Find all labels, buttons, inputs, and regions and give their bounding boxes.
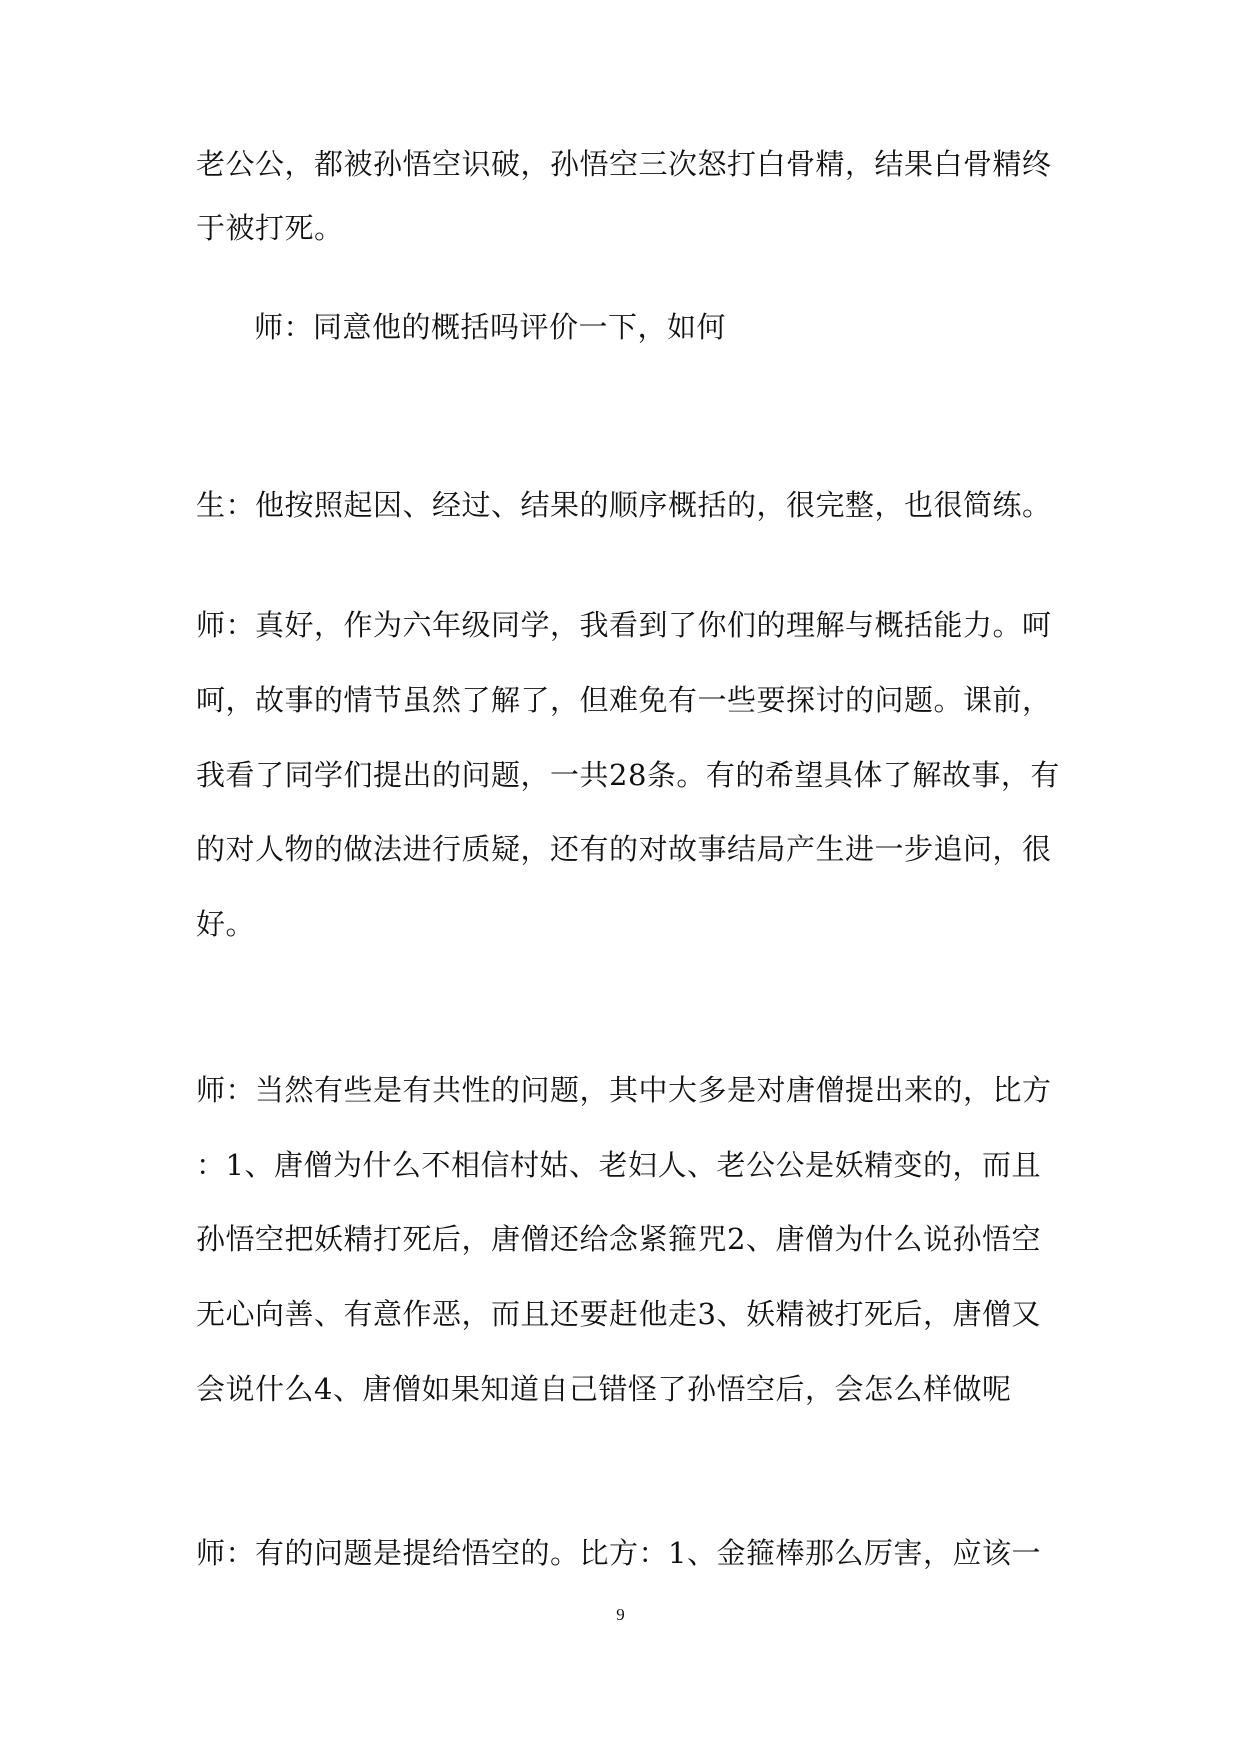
text-line: 生：他按照起因、经过、结果的顺序概括的，很完整，也很简练。 (196, 488, 1052, 522)
text-line: 老公公，都被孙悟空识破，孙悟空三次怒打白骨精，结果白骨精终 (196, 147, 1052, 181)
text-line: 好。 (196, 907, 256, 941)
text-line: 无心向善、有意作恶，而且还要赶他走3、妖精被打死后，唐僧又 (196, 1297, 1041, 1331)
text-line: ：1、唐僧为什么不相信村姑、老妇人、老公公是妖精变的，而且 (196, 1148, 1041, 1182)
text-line: 于被打死。 (196, 211, 344, 245)
text-line: 的对人物的做法进行质疑，还有的对故事结局产生进一步追问，很 (196, 832, 1052, 866)
text-line: 呵，故事的情节虽然了解了，但难免有一些要探讨的问题。课前， (196, 683, 1052, 717)
text-line: 会说什么4、唐僧如果知道自己错怪了孙悟空后，会怎么样做呢 (196, 1372, 1012, 1406)
text-line: 孙悟空把妖精打死后，唐僧还给念紧箍咒2、唐僧为什么说孙悟空 (196, 1222, 1041, 1256)
text-line: 师：当然有些是有共性的问题，其中大多是对唐僧提出来的，比方 (196, 1073, 1052, 1107)
text-line: 师：真好，作为六年级同学，我看到了你们的理解与概括能力。呵 (196, 608, 1052, 642)
text-line: 师：有的问题是提给悟空的。比方：1、金箍棒那么厉害，应该一 (196, 1536, 1041, 1570)
text-line: 我看了同学们提出的问题，一共28条。有的希望具体了解故事，有 (196, 758, 1060, 792)
page-number: 9 (616, 1605, 625, 1624)
text-line: 师：同意他的概括吗评价一下，如何 (254, 310, 727, 344)
